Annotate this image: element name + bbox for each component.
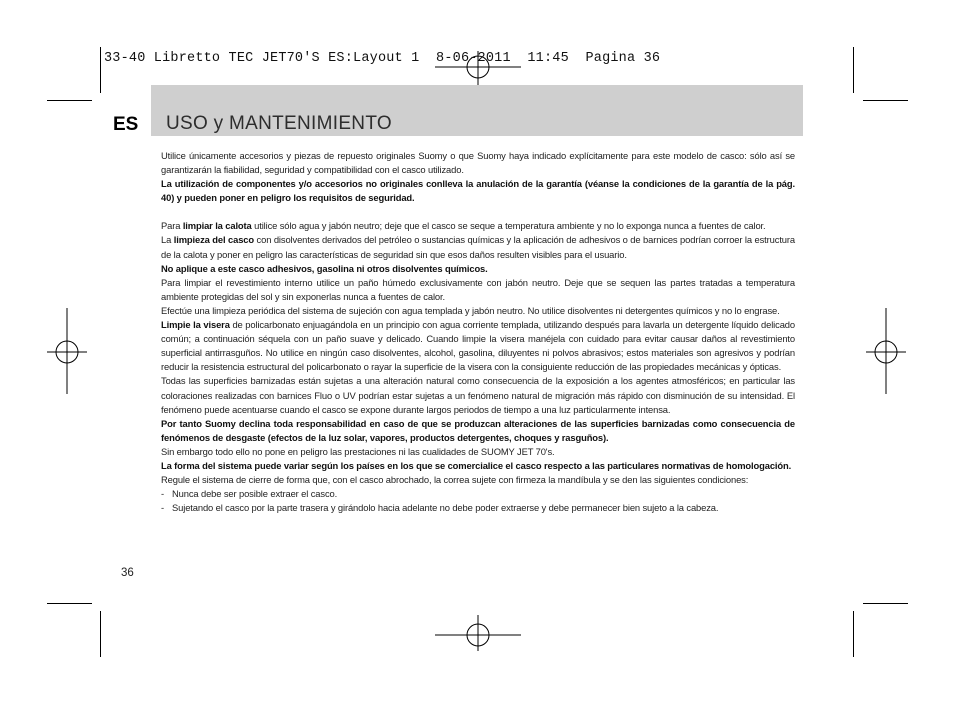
crop-mark-top-left-horizontal: [47, 100, 92, 101]
paragraph-inner-lining: Para limpiar el revestimiento interno utilice un paño húmedo exclusivamente con jabón neutro. Deje que se sequen las partes tratadas a temperatura ambiente protegidas del sol y sin exponerlas nunca a fuentes de calor.: [161, 276, 795, 302]
paragraph-shell-cleaning: [161, 219, 795, 233]
crop-mark-top-right-horizontal: [863, 100, 908, 101]
page-number: 36: [121, 567, 134, 579]
paragraph-solvent-damage: [161, 233, 795, 261]
paragraph-strap-adjustment: Regule el sistema de cierre de forma que, con el casco abrochado, la correa sujete con firmeza la mandíbula y se den las siguientes condiciones:: [161, 474, 749, 486]
paragraph-liability-disclaimer: [161, 417, 795, 445]
liability-disclaimer-bold: Por tanto Suomy declina toda responsabilidad en caso de que se produzcan alteraciones de las superficies barnizadas como consecuencia de fenómenos de desgaste (efectos de la luz solar, vapores, productos detergentes, choques y rasguños).: [161, 417, 795, 443]
paragraph-no-adhesives: [161, 262, 795, 276]
language-tag: ES: [113, 114, 139, 135]
crop-mark-bottom-left-horizontal: [47, 603, 92, 604]
warranty-warning-bold: La utilización de componentes y/o accesorios no originales conlleva la anulación de la garantía (véanse la condiciones de la garantía de la pág. 40) y pueden poner en peligro los requisitos de seguridad.: [161, 178, 795, 204]
crop-mark-bottom-right-horizontal: [863, 603, 908, 604]
text-run: con disolventes derivados del petróleo o sustancias químicas y la aplicación de adhesivos o de barnices podrían corroer la estructura de la calota y poner en peligro las características de seguridad sin que esos daños resulten visibles para el usuario.: [161, 234, 795, 260]
paragraph-original-parts: Utilice únicamente accesorios y piezas de repuesto originales Suomy o que Suomy haya indicado explícitamente para este modelo de casco: sólo así se garantizarán la fiabilidad, seguridad y compatibilidad con el casco utilizado.: [161, 150, 795, 176]
crop-mark-top-left-vertical: [100, 47, 101, 93]
text-run: utilice sólo agua y jabón neutro; deje que el casco se seque a temperatura ambiente y no lo exponga nunca a fuentes de calor.: [251, 220, 766, 232]
registration-mark-right: [866, 308, 906, 394]
text-run: de policarbonato enjuagándola en un principio con agua corriente templada, utilizando después para lavarla un detergente líquido delicado común; a continuación séquela con un paño suave y delicado. Cuando limpie la visera manéjela con cuidado para evitar causar daños al revestimiento superficial antirrasguños. No utilice en ningún caso disolventes, alcohol, gasolina, diluyentes ni polvos abrasivos; estos materiales son agresivos y podrían reducir la resistencia estructural del policarbonato o rayar la superficie de la visera con la consiguiente reducción de las propiedades mecánicas y ópticas.: [161, 319, 795, 373]
registration-mark-bottom: [435, 615, 521, 655]
paragraph-homologation: [161, 459, 795, 473]
bold-term-clean-shell: limpiar la calota: [182, 220, 252, 232]
paragraph-warranty-warning: [161, 177, 795, 205]
no-adhesives-bold: No aplique a este casco adhesivos, gasolina ni otros disolventes químicos.: [161, 262, 488, 274]
text-run: Para: [161, 220, 183, 232]
paragraph-gap: [161, 205, 795, 219]
body-text: [161, 149, 795, 515]
text-run: La: [161, 234, 174, 246]
homologation-bold: La forma del sistema puede variar según los países en los que se comercialice el casco respecto a las particulares normativas de homologación.: [161, 459, 792, 471]
crop-mark-bottom-right-vertical: [853, 611, 854, 657]
list-item: - Sujetando el casco por la parte trasera y girándolo hacia adelante no debe poder extraerse y debe permanecer bien sujeto a la cabeza.: [161, 501, 795, 515]
paragraph-retention-system-cleaning: Efectúe una limpieza periódica del sistema de sujeción con agua templada y jabón neutro. No utilice disolventes ni detergentes químicos y no lo engrase.: [161, 304, 780, 316]
conditions-list: [161, 487, 795, 515]
bold-term-clean-visor: Limpie la visera: [161, 319, 230, 331]
list-item: - Nunca debe ser posible extraer el casco.: [161, 487, 795, 501]
paragraph-visor-cleaning: [161, 318, 795, 374]
section-title-band: [151, 85, 803, 136]
crop-mark-bottom-left-vertical: [100, 611, 101, 657]
registration-mark-left: [47, 308, 87, 394]
bold-term-helmet-cleaning: limpieza del casco: [173, 234, 255, 246]
crop-mark-top-right-vertical: [853, 47, 854, 93]
paragraph-performance-note: Sin embargo todo ello no pone en peligro las prestaciones ni las cualidades de SUOMY JET 70's.: [161, 445, 555, 457]
print-slug-line: 33-40 Libretto TEC JET70'S ES:Layout 1 8-06-2011 11:45 Pagina 36: [104, 51, 661, 66]
section-title: USO y MANTENIMIENTO: [166, 113, 392, 134]
paragraph-painted-surfaces: Todas las superficies barnizadas están sujetas a una alteración natural como consecuencia de la exposición a los agentes atmosféricos; en particular las coloraciones realizadas con barnices Fluo o UV podrían estar sujetas a un fenómeno natural de migración más rápido con disminución de su intensidad. El fenómeno puede acentuarse cuando el casco se expone durante largos periodos de tiempo a una luz particularmente intensa.: [161, 375, 795, 415]
